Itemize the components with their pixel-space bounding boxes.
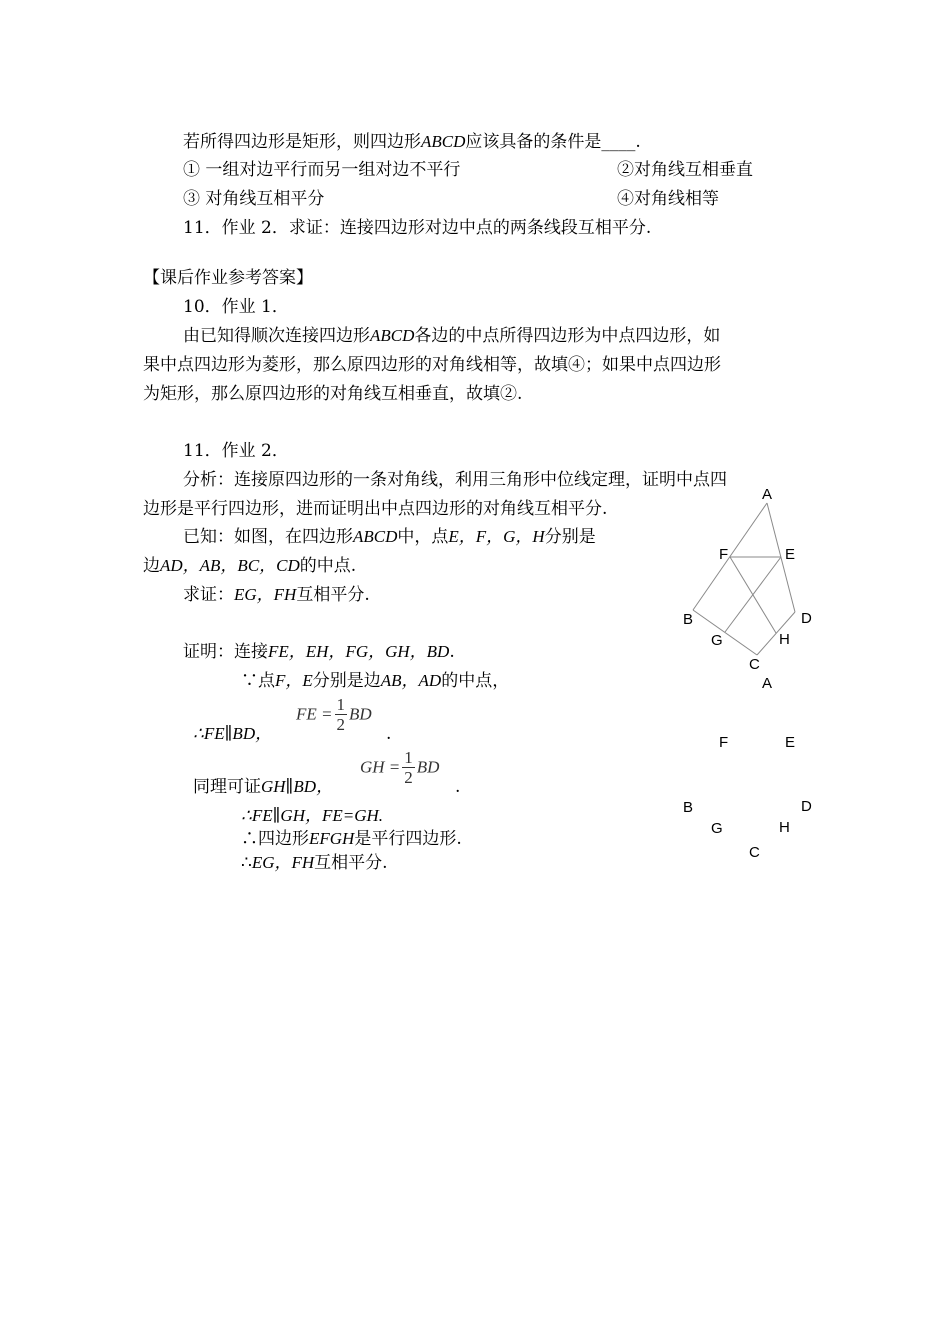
answer-10-line1: 由已知得顺次连接四边形ABCD各边的中点所得四边形为中点四边形，如 [183, 326, 721, 346]
fraction-half: $\frac{1}{2}$ [336, 695, 345, 734]
figure1-label-b: B [683, 611, 694, 628]
q11-text: 11．作业 2．求证：连接四边形对边中点的两条线段互相平分. [183, 218, 652, 238]
figure2-label-b: B [683, 799, 694, 816]
q10-intro: 若所得四边形是矩形，则四边形ABCD应该具备的条件是____. [183, 132, 641, 152]
segment-eg [725, 557, 781, 632]
figure2-label-d: D [801, 798, 812, 815]
equation-fe: FE = $\frac{1}{2}$ BD [296, 695, 372, 734]
side-bc [693, 610, 757, 655]
figure1-label-g: G [711, 632, 723, 649]
equation-gh: GH = $\frac{1}{2}$ BD [360, 748, 440, 787]
option-2: ②对角线互相垂直 [617, 160, 753, 180]
figure1-label-h: H [779, 631, 790, 648]
answer-11-title: 11．作业 2． [183, 441, 289, 461]
known-line1: 已知：如图，在四边形ABCD中，点E，F，G，H分别是 [183, 527, 596, 547]
option-1: ① 一组对边平行而另一组对边不平行 [183, 160, 461, 180]
figure1-label-a: A [762, 486, 773, 503]
figure2-label-g: G [711, 820, 723, 837]
proof-because: ∵点F，E分别是边AB，AD的中点， [241, 671, 510, 691]
answer-10-line3: 为矩形，那么原四边形的对角线互相垂直，故填②. [143, 384, 523, 404]
figure2-label-f: F [719, 734, 729, 751]
figure1-label-d: D [801, 610, 812, 627]
known-line2: 边AD，AB，BC，CD的中点. [143, 556, 357, 576]
option-3: ③ 对角线互相平分 [183, 189, 325, 209]
figure1-label-e: E [785, 546, 796, 563]
proof-line1: 证明：连接FE，EH，FG，GH，BD. [183, 642, 455, 662]
proof-therefore-2: ∴FE∥GH，FE=GH. [241, 806, 384, 825]
analysis-line1: 分析：连接原四边形的一条对角线，利用三角形中位线定理，证明中点四 [183, 470, 727, 490]
option-4: ④对角线相等 [617, 189, 719, 209]
proof-therefore-4: ∴EG，FH互相平分. [241, 853, 388, 873]
analysis-line2: 边形是平行四边形，进而证明出中点四边形的对角线互相平分. [143, 499, 608, 519]
fraction-half: $\frac{1}{2}$ [404, 748, 413, 787]
figure2-label-a: A [762, 675, 773, 692]
figure2-label-c: C [749, 844, 760, 861]
answer-10-line2: 果中点四边形为菱形，那么原四边形的对角线相等，故填④；如果中点四边形 [143, 355, 721, 375]
proof-therefore-1: ∴FE∥BD， [193, 724, 273, 743]
equation-dot-2: . [455, 777, 461, 797]
figure1-label-f: F [719, 546, 729, 563]
prove-line: 求证：EG，FH互相平分. [183, 585, 370, 605]
figure2-label-h: H [779, 819, 790, 836]
equation-dot-1: . [386, 724, 392, 744]
answer-10-title: 10．作业 1． [183, 297, 289, 317]
figure2-label-e: E [785, 734, 796, 751]
answers-heading: 【课后作业参考答案】 [143, 268, 313, 288]
figure1-label-c: C [749, 656, 760, 673]
proof-therefore-3: ∴四边形EFGH是平行四边形. [241, 829, 462, 849]
proof-similarly: 同理可证GH∥BD， [193, 777, 334, 797]
